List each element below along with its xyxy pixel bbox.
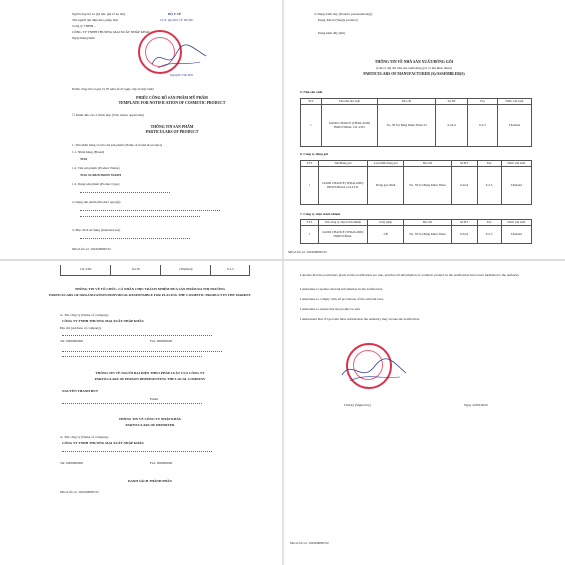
phone-number: Tel: 0000000000 <box>60 461 84 465</box>
authority-name: BỘ Y TẾ <box>168 12 182 16</box>
table-cell: Đóng gói chính <box>367 167 404 205</box>
section-title-en: PARTICULARS OF PERSON REPRESENTING THE LOCAL COMPANY <box>94 377 206 381</box>
document-page-3 <box>0 261 282 565</box>
table-header: STT <box>301 161 319 167</box>
subsection-label: 7. Công ty chịu trách nhiệm <box>300 212 341 216</box>
section-title: THÔNG TIN VỀ CÔNG TY NHẬP KHẨU <box>118 417 182 421</box>
packager-table <box>300 160 532 205</box>
table-cell: 0-24-6 <box>451 167 477 205</box>
representative-name: NGUYỄN THANH HUY <box>62 389 99 393</box>
table-cell: 0-2-5 <box>477 226 501 244</box>
table-header: Fax <box>477 161 501 167</box>
fax-number: Fax: 000000000 <box>150 339 173 343</box>
table-header: Nước sản xuất <box>501 161 531 167</box>
continued-table <box>60 265 250 276</box>
signed-by-label: Chữ ký (Signed by) <box>344 403 371 407</box>
table-header: Loại hình đóng gói <box>367 161 404 167</box>
table-header: STT <box>301 99 322 105</box>
table-header: Fax <box>477 220 501 226</box>
header-line: Người nộp hồ sơ (ký tên, ghi rõ họ tên) <box>72 12 126 16</box>
signer-name: Nguyễn Văn Hải <box>170 73 193 77</box>
file-number: Mã số hồ sơ: 162200086722 <box>288 250 327 254</box>
dotted-line <box>62 403 202 404</box>
dotted-line <box>62 451 212 452</box>
table-header: Fax <box>468 99 498 105</box>
table-cell: Thailand <box>501 167 531 205</box>
table-cell: 0-24-6 <box>436 105 468 147</box>
table-row <box>301 226 532 244</box>
table-cell: Thailand <box>497 105 531 147</box>
tick-instruction: ☐ Đánh dấu vào ô thích hợp (Tick where applicable) <box>72 113 145 117</box>
form-title: PHIẾU CÔNG BỐ SẢN PHẨM MỸ PHẨM <box>136 96 208 100</box>
table-cell: GOOD CHANCE (THAILAND) INDUSTRIAL CO.,LTD. <box>318 167 367 205</box>
validity-note: Phiếu công bố có giá trị 05 năm kể từ ngày cấp số tiếp nhận <box>72 87 154 91</box>
dotted-line <box>80 192 170 193</box>
form-item: 1.3. Dạng sản phẩm (Product type) <box>72 182 120 186</box>
email-label: Email <box>150 397 159 401</box>
table-header: Tên/Đóng gói <box>318 161 367 167</box>
table-cell: (Thailand) <box>161 265 211 275</box>
form-item: Dạng kèm đầy (Kit) <box>318 31 346 35</box>
table-cell: GOOD CHANCE (THAILAND) INDUSTRIAL CO.,LTD. <box>321 105 377 147</box>
form-item: 3. Mục đích sử dụng (Intended use) <box>72 228 121 232</box>
form-item: Dạng đơn lẻ (Single product) <box>318 18 358 22</box>
section-title: THÔNG TIN VỀ TỔ CHỨC, CÁ NHÂN CHỊU TRÁCH NHIỆM ĐƯA SẢN PHẨM RA THỊ TRƯỜNG <box>74 287 226 291</box>
fax-number: Fax: 000000000 <box>150 461 173 465</box>
form-title-en: TEMPLATE FOR NOTIFICATION OF COSMETIC PRODUCT <box>118 101 226 105</box>
declaration-paragraph: I undertake to update relevant information in the notification <box>300 287 383 291</box>
file-number: Mã số hồ sơ: 162200086722 <box>60 490 99 494</box>
sign-date: Ngày 22/09/2020 <box>464 403 488 407</box>
form-item: 1.1. Nhãn hàng (Brand) <box>72 150 105 154</box>
declaration-paragraph: I undertake to ensure that the product is safe <box>300 307 361 311</box>
table-cell: Thailand <box>501 226 531 244</box>
declaration-paragraph: I understand that if I provide false information the authority may revoke the notification <box>300 317 420 321</box>
table-cell: 0-2-5 <box>477 167 501 205</box>
header-line: CÔNG TY TNHH THƯƠNG MẠI XUẤT NHẬP KHẨU <box>72 30 151 34</box>
table-cell: GOOD CHANCE (THAILAND) INDUSTRIAL <box>318 226 367 244</box>
section-title-en: PARTICULARS OF IMPORTER <box>125 423 175 427</box>
table-cell: No. 58 Soi Bang Khun Thien <box>404 167 451 205</box>
dotted-line <box>80 238 190 239</box>
table-row <box>301 167 532 205</box>
table-header: Địa chỉ <box>404 220 451 226</box>
form-item: 1.2. Tên sản phẩm (Product Name) <box>72 166 120 170</box>
section-title-en: PARTICULARS OF PRODUCT <box>145 130 199 134</box>
file-number: Mã số hồ sơ: 162200086722 <box>290 541 329 545</box>
form-item: 4. Dạng trình bày (Product presentation(s)) <box>314 12 373 16</box>
table-cell: 1 <box>301 105 322 147</box>
document-page-1 <box>0 0 282 259</box>
table-row <box>301 105 532 147</box>
table-header: Tên nhà sản xuất <box>321 99 377 105</box>
company-name: CÔNG TY TNHH THƯƠNG MẠI XUẤT NHẬP KHẨU <box>62 441 144 445</box>
manufacturer-table <box>300 98 532 147</box>
table-cell: 0-2-5 <box>468 105 498 147</box>
dotted-line <box>80 216 200 217</box>
authority-name: CỤC QUẢN LÝ DƯỢC <box>160 18 194 22</box>
table-cell: Soi 58 <box>111 265 161 275</box>
table-header: Số ĐT <box>451 161 477 167</box>
section-title-en: PARTICULARS OF MANUFACTURER (S)/ASSEMBLER(S) <box>363 72 465 76</box>
section-title: THÔNG TIN SẢN PHẨM <box>150 125 194 129</box>
header-line: Tên người đại diện theo pháp luật <box>72 18 118 22</box>
table-header: Nước sản xuất <box>501 220 531 226</box>
section-title: THÔNG TIN VỀ NHÀ SẢN XUẤT/ĐÓNG GÓI <box>374 60 454 64</box>
table-header: Địa chỉ <box>404 161 451 167</box>
ingredient-list-title: DANH SÁCH THÀNH PHẦN <box>128 479 172 483</box>
subsection-label: 5. Nhà sản xuất <box>300 90 323 94</box>
document-page-2 <box>284 0 565 259</box>
table-cell: 0-24-6 <box>451 226 477 244</box>
product-name-value: TOX SCRUB BODY WASH <box>80 173 121 177</box>
table-cell: CB <box>367 226 404 244</box>
dotted-line <box>80 210 220 211</box>
header-line: Ngày/tháng/năm <box>72 36 95 40</box>
declaration-paragraph: I declare that the particulars given in this notification are true, and that all information of cosmetic product in the notification have been furnished to the authority <box>300 273 520 277</box>
table-header: Địa chỉ <box>377 99 435 105</box>
table-header: Nước sản xuất <box>497 99 531 105</box>
section-subtitle: (Ghi rõ địa chỉ nhà sản xuất/đóng gói có thể khác nhau) <box>376 66 452 70</box>
declaration-paragraph: I undertake to comply with all provisions of the relevant laws <box>300 297 384 301</box>
file-number: Mã số hồ sơ: 162200086722 <box>72 247 111 251</box>
dotted-line <box>62 356 202 357</box>
form-item: A. Tên công ty (Name of company) <box>60 435 109 439</box>
form-item: A. Tên công ty (Name of company) <box>60 313 109 317</box>
form-item: 1. Tên nhãn hàng và tên của sản phẩm (Name of brand & product) <box>72 143 162 147</box>
company-name: CÔNG TY TNHH THƯƠNG MẠI XUẤT NHẬP KHẨU <box>62 319 144 323</box>
dotted-line <box>62 351 222 352</box>
signature-scribble <box>150 42 210 72</box>
brand-value: TOX <box>80 157 88 161</box>
table-cell: No. 58 Soi Bang Khun Thien <box>404 226 451 244</box>
document-page-4 <box>284 261 565 565</box>
section-title: THÔNG TIN VỀ NGƯỜI ĐẠI DIỆN THEO PHÁP LUẬT CỦA CÔNG TY <box>95 371 205 375</box>
table-cell: 1 <box>301 226 319 244</box>
table-cell: 1 <box>301 167 319 205</box>
form-item: Địa chỉ (Address of company) <box>60 326 102 330</box>
table-cell: No. 58 Soi Bang Khun Thien 23 <box>377 105 435 147</box>
table-header: Giấy phép <box>367 220 404 226</box>
table-header: Tên công ty chịu trách nhiệm <box>318 220 367 226</box>
responsible-company-table <box>300 219 532 244</box>
form-item: 2. Dạng sản phẩm (Product type(s)) <box>72 200 121 204</box>
table-cell: CO.,LTD <box>61 265 111 275</box>
section-title-en: PARTICULARS OF ORGANIZATION/INDIVIDUAL RESPONSIBLE FOR PLACING THE COSMETIC PRODUCT IN THE MARKET <box>49 293 251 297</box>
header-line: Công ty TNHH... <box>72 24 96 28</box>
subsection-label: 6. Công ty đóng gói <box>300 152 328 156</box>
table-header: Số ĐT <box>451 220 477 226</box>
signature-scribble <box>340 357 410 387</box>
table-cell: 0-2-5 <box>211 265 250 275</box>
table-header: STT <box>301 220 319 226</box>
table-row <box>61 265 250 275</box>
phone-number: Tel: 0000000000 <box>60 339 84 343</box>
table-header: Số ĐT <box>436 99 468 105</box>
dotted-line <box>62 335 212 336</box>
